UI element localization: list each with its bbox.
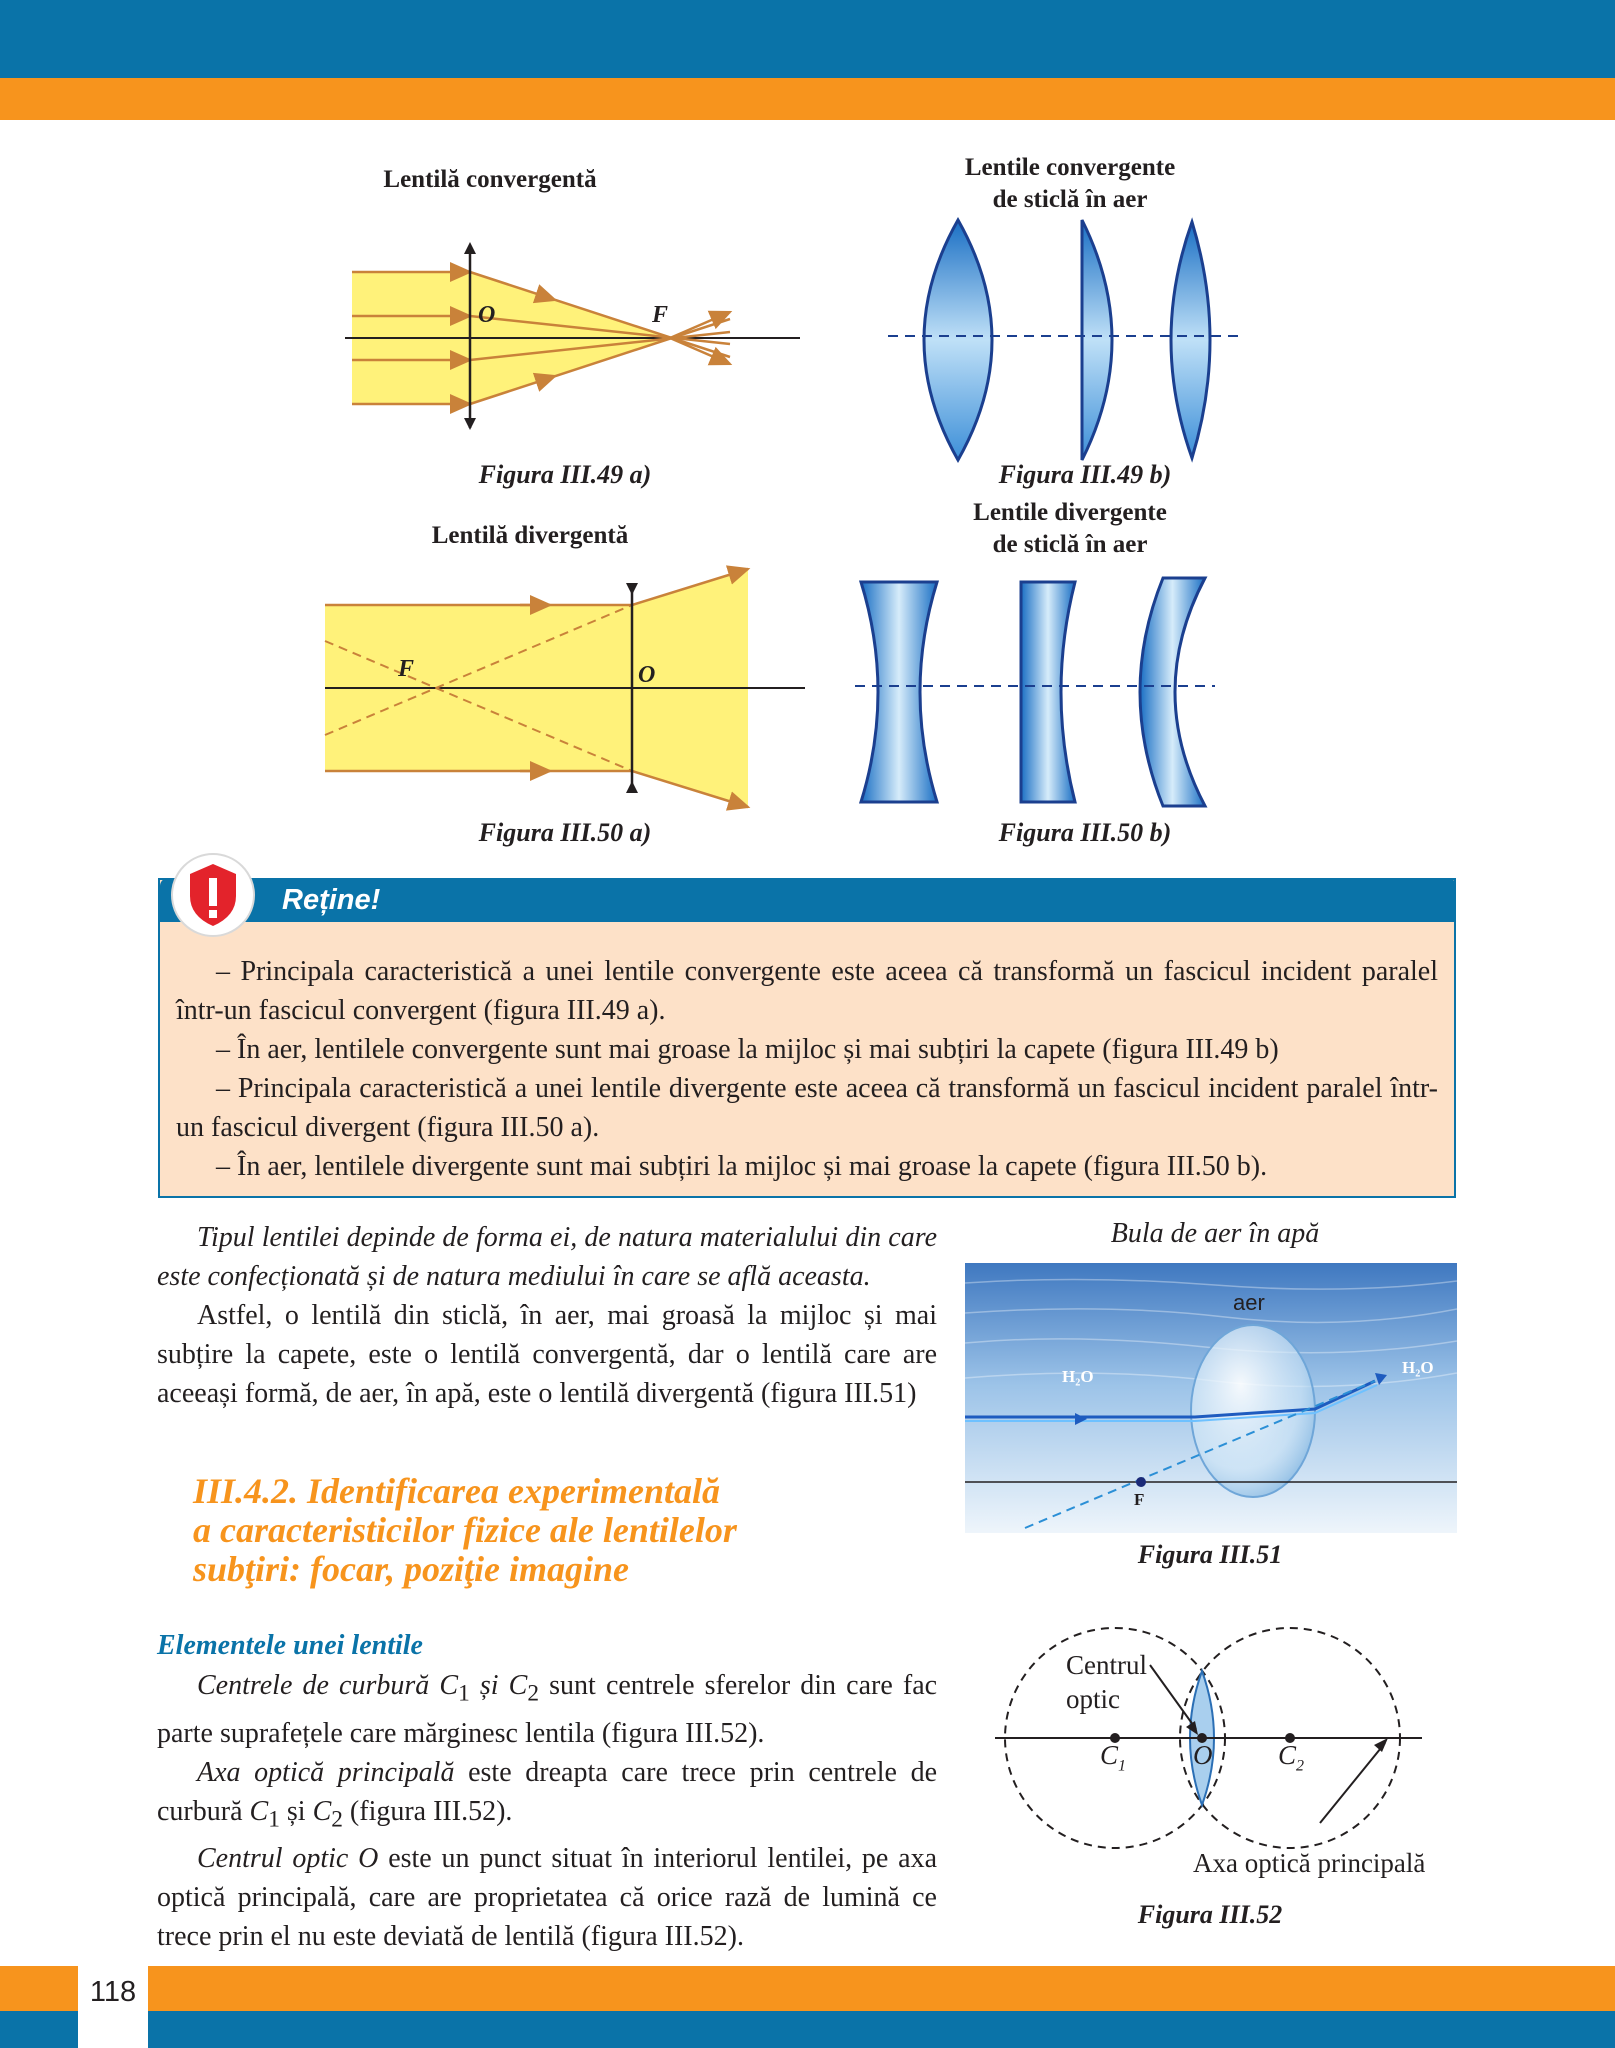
fig49b-title-line2: de sticlă în aer [992, 186, 1148, 213]
retine-point-3: – Principala caracteristică a unei lentile divergente este aceea că transformă un fascicul incident paralel într-un fascicul divergent (figura III.50 a). [176, 1073, 1438, 1143]
warning-shield-icon [170, 852, 256, 938]
p3-rest: este un punct situat în interiorul lentilei, pe axa optică principală, care are proprietatea că orice rază de lumină ce trece prin el nu este deviată de lentilă (figura III.52). [157, 1843, 938, 1953]
elements-paragraph-2 [157, 1753, 937, 1840]
elements-paragraph-1 [157, 1666, 937, 1753]
fig50a-diagram [320, 565, 810, 815]
fig52-label-c1 [1100, 1740, 1126, 1775]
term-axis: Axa optică principală [197, 1756, 455, 1788]
term-optic-centre: Centrul optic O [197, 1843, 379, 1875]
elements-text [157, 1666, 937, 1956]
plano-convex-lens [1082, 220, 1112, 460]
fig49b-title-line1: Lentile convergente [964, 154, 1176, 181]
fig49b-lenses [880, 210, 1250, 470]
fig50a-title: Lentilă divergentă [431, 522, 629, 549]
retine-title: Reține! [282, 884, 381, 916]
c1-subscript: 1 [458, 1680, 470, 1707]
fig51-bubble-diagram [965, 1263, 1457, 1533]
header-blue-band [0, 0, 1615, 78]
fig50a-caption: Figura III.50 a) [478, 818, 652, 847]
body-paragraph-1: Tipul lentilei depinde de forma ei, de natura materialului din care este confecționată și de natura mediului în care se află aceasta. [157, 1222, 937, 1292]
body-intro [157, 1218, 937, 1413]
section-heading-line-1: III.4.2. Identificarea experimentală [193, 1471, 720, 1511]
fig52-caption: Figura III.52 [1137, 1900, 1283, 1929]
p1-rest: sunt centrele sferelor din care fac parte suprafețele care mărginesc lentila (figura III.52). [157, 1670, 938, 1749]
page-number: 118 [78, 1966, 148, 2048]
c2-subscript: 2 [527, 1680, 540, 1707]
fig51-caption: Figura III.51 [1137, 1540, 1283, 1569]
c2-symbol: C [508, 1670, 528, 1701]
c1-subscript: 1 [268, 1806, 280, 1833]
fig49b-caption: Figura III.49 b) [998, 460, 1172, 489]
fig50b-title-line2: de sticlă în aer [992, 531, 1148, 558]
fig51-label-h2o-left: H₂O [1062, 1367, 1094, 1386]
fig49a-label-f: F [652, 302, 669, 328]
c-letter: C [1100, 1740, 1119, 1770]
retine-point-2: – În aer, lentilele convergente sunt mai groase la mijloc și mai subțiri la capete (figura III.49 b) [216, 1034, 1279, 1065]
fig52-label-o: O [1193, 1740, 1213, 1770]
fig52-label-c2 [1278, 1740, 1304, 1775]
fig49a-caption: Figura III.49 a) [478, 460, 652, 489]
fig49a-label-o: O [478, 302, 496, 328]
fig49a-title: Lentilă convergentă [383, 166, 597, 193]
meniscus-divergent-lens [1140, 578, 1205, 806]
fig50b-lenses [845, 570, 1225, 815]
biconvex-lens [924, 220, 992, 460]
fig52-label-centrul: Centrul [1066, 1650, 1147, 1680]
header-orange-band [0, 78, 1615, 120]
footer-orange-band [0, 1966, 1615, 2011]
fig51-title: Bula de aer în apă [1110, 1218, 1320, 1249]
and-word: și [479, 1670, 499, 1701]
fig50b-title-line1: Lentile divergente [973, 499, 1167, 526]
fig49a-diagram [340, 240, 810, 430]
meniscus-convergent-lens [1171, 222, 1210, 458]
c1-subscript: 1 [1118, 1757, 1127, 1775]
section-heading [193, 1472, 893, 1589]
term-centres: Centrele de curbură [197, 1670, 430, 1701]
section-heading-line-2: a caracteristicilor fizice ale lentilelor [193, 1510, 737, 1550]
fig51-label-h2o-right: H₂O [1402, 1358, 1434, 1377]
fig52-label-axa: Axa optică principală [1193, 1848, 1426, 1878]
fig51-label-f: F [1134, 1490, 1145, 1509]
plano-concave-lens [1021, 582, 1075, 802]
fig50a-label-o: O [638, 662, 656, 688]
elements-paragraph-3 [157, 1839, 937, 1956]
c1-symbol: C [439, 1670, 459, 1701]
and-word: și [286, 1795, 306, 1827]
p2-end: (figura III.52). [349, 1795, 513, 1827]
fig52-label-optic: optic [1066, 1684, 1120, 1714]
retine-text [176, 952, 1438, 1186]
p2-rest: este dreapta care trece prin centrele de curbură [157, 1756, 937, 1827]
c2-symbol: C [312, 1795, 332, 1827]
body-paragraph-2: Astfel, o lentilă din sticlă, în aer, mai groasă la mijloc și mai subțire la capete, este o lentilă convergentă, dar o lentilă care are aceeași formă, de aer, în apă, este o lentilă divergentă (figura III.51) [157, 1300, 937, 1409]
footer-blue-band [0, 2011, 1615, 2048]
subheading: Elementele unei lentile [157, 1630, 423, 1661]
fig51-label-aer: aer [1233, 1290, 1265, 1315]
retine-point-4: – În aer, lentilele divergente sunt mai subțiri la mijloc și mai groase la capete (figura III.50 b). [216, 1151, 1268, 1182]
retine-point-1: – Principala caracteristică a unei lentile convergente este aceea că transformă un fascicul incident paralel într-un fascicul convergent (figura III.49 a). [176, 956, 1438, 1026]
c2-subscript: 2 [1296, 1757, 1305, 1775]
biconcave-lens [861, 582, 937, 802]
section-heading-line-3: subţiri: focar, poziţie imagine [193, 1549, 630, 1589]
c-letter: C [1278, 1740, 1297, 1770]
fig50b-caption: Figura III.50 b) [998, 818, 1172, 847]
fig50a-label-f: F [398, 656, 415, 682]
c1-symbol: C [249, 1795, 269, 1827]
c2-subscript: 2 [331, 1806, 343, 1833]
